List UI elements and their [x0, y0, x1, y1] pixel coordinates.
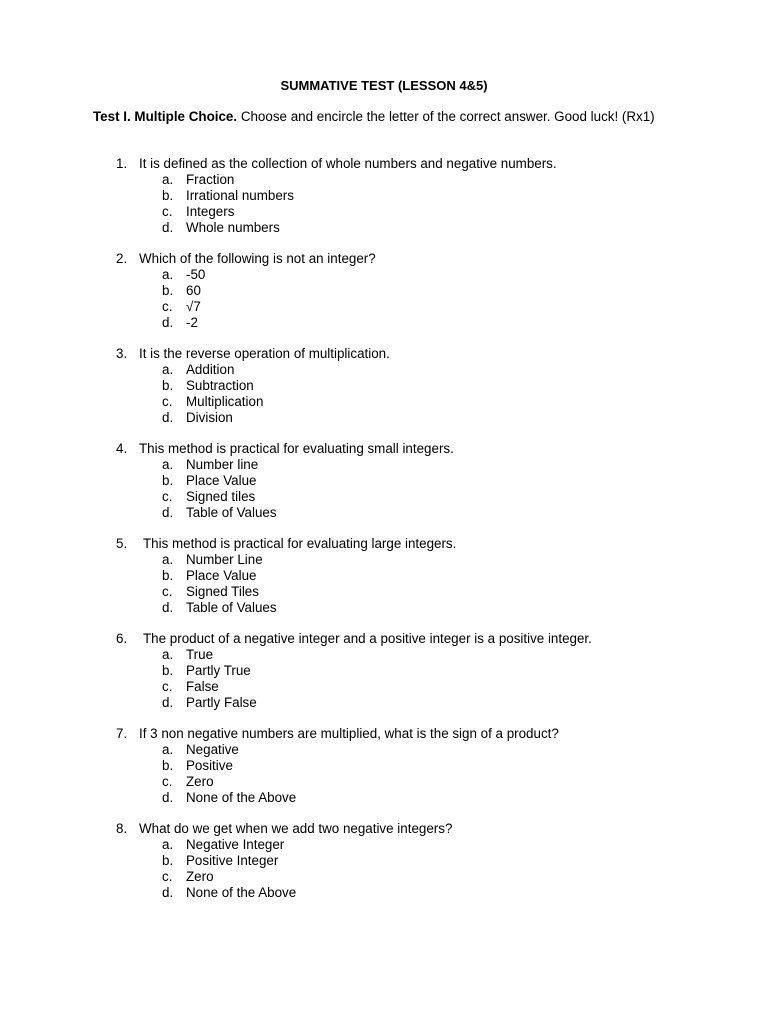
choice-text: Positive Integer [186, 853, 279, 869]
question-text: This method is practical for evaluating large integers. [143, 536, 457, 552]
choice-item[interactable] [0, 188, 768, 204]
choice-text: Positive [186, 758, 233, 774]
choice-item[interactable] [0, 837, 768, 853]
question-4 [0, 441, 768, 521]
choice-letter: b. [162, 853, 174, 869]
test-instructions [93, 109, 668, 125]
question-6 [0, 631, 768, 711]
choice-letter: c. [162, 774, 173, 790]
question-text: It is the reverse operation of multiplication. [139, 346, 390, 362]
choice-text: Partly False [186, 694, 257, 710]
question-number: 6. [116, 631, 128, 647]
choice-text: Place Value [186, 568, 257, 584]
question-list [0, 156, 768, 917]
choice-text: Table of Values [186, 599, 277, 615]
choice-item[interactable] [0, 742, 768, 758]
choice-list [0, 267, 768, 331]
choice-item[interactable] [0, 220, 768, 236]
choice-text: Number line [186, 457, 259, 473]
page-title: SUMMATIVE TEST (LESSON 4&5) [280, 78, 488, 93]
choice-text: None of the Above [186, 790, 297, 806]
choice-letter: d. [162, 314, 174, 330]
question-number: 1. [116, 156, 128, 171]
question-7 [0, 726, 768, 806]
choice-text: Number Line [186, 552, 263, 568]
choice-letter: a. [162, 647, 174, 663]
question-8 [0, 821, 768, 901]
choice-letter: a. [162, 172, 174, 187]
choice-letter: a. [162, 837, 174, 853]
choice-item[interactable] [0, 885, 768, 901]
question-5 [0, 536, 768, 616]
choice-letter: a. [162, 457, 174, 473]
choice-text: Integers [186, 203, 235, 219]
choice-item[interactable] [0, 505, 768, 521]
choice-item[interactable] [0, 410, 768, 426]
choice-item[interactable] [0, 869, 768, 885]
choice-text: False [186, 679, 219, 695]
choice-letter: d. [162, 409, 174, 425]
question-text: This method is practical for evaluating small integers. [139, 441, 454, 457]
choice-letter: d. [162, 504, 174, 520]
choice-item[interactable] [0, 172, 768, 188]
choice-letter: b. [162, 663, 174, 679]
choice-letter: c. [162, 203, 173, 219]
choice-list [0, 647, 768, 711]
choice-text: Whole numbers [186, 219, 280, 235]
choice-item[interactable] [0, 315, 768, 331]
choice-letter: c. [162, 488, 173, 504]
question-number: 4. [116, 441, 128, 457]
choice-item[interactable] [0, 679, 768, 695]
choice-item[interactable] [0, 552, 768, 568]
choice-letter: b. [162, 568, 174, 584]
question-3 [0, 346, 768, 426]
choice-item[interactable] [0, 457, 768, 473]
choice-letter: b. [162, 758, 174, 774]
question-number: 2. [116, 251, 128, 267]
choice-text: -2 [186, 314, 198, 330]
choice-item[interactable] [0, 774, 768, 790]
choice-letter: a. [162, 742, 174, 758]
choice-item[interactable] [0, 362, 768, 378]
choice-item[interactable] [0, 695, 768, 711]
choice-text: -50 [186, 267, 206, 283]
choice-item[interactable] [0, 267, 768, 283]
question-number: 8. [116, 821, 128, 837]
choice-item[interactable] [0, 473, 768, 489]
question-text: It is defined as the collection of whole numbers and negative numbers. [139, 156, 557, 171]
choice-letter: d. [162, 599, 174, 615]
choice-text: Subtraction [186, 378, 254, 394]
choice-text: None of the Above [186, 885, 297, 901]
question-text: If 3 non negative numbers are multiplied, what is the sign of a product? [139, 726, 559, 742]
choice-text: Place Value [186, 473, 257, 489]
choice-item[interactable] [0, 283, 768, 299]
choice-text: Division [186, 409, 233, 425]
instructions-text: Choose and encircle the letter of the correct answer. Good luck! (Rx1) [237, 109, 655, 124]
choice-list [0, 742, 768, 806]
choice-text: Multiplication [186, 393, 264, 409]
choice-letter: b. [162, 378, 174, 394]
question-text: Which of the following is not an integer? [139, 251, 376, 267]
choice-item[interactable] [0, 647, 768, 663]
choice-item[interactable] [0, 568, 768, 584]
choice-letter: c. [162, 393, 173, 409]
choice-text: Negative Integer [186, 837, 285, 853]
choice-item[interactable] [0, 790, 768, 806]
question-number: 3. [116, 346, 128, 362]
choice-letter: b. [162, 473, 174, 489]
choice-list [0, 552, 768, 616]
choice-text: Signed Tiles [186, 584, 259, 600]
choice-item[interactable] [0, 600, 768, 616]
question-2 [0, 251, 768, 331]
choice-item[interactable] [0, 394, 768, 410]
choice-list [0, 172, 768, 236]
choice-item[interactable] [0, 853, 768, 869]
choice-item[interactable] [0, 489, 768, 505]
question-number: 7. [116, 726, 128, 742]
choice-text: 60 [186, 282, 201, 298]
question-text: The product of a negative integer and a positive integer is a positive integer. [143, 631, 592, 647]
choice-text: √7 [186, 298, 201, 314]
choice-text: True [186, 647, 214, 663]
choice-text: Partly True [186, 663, 251, 679]
choice-letter: c. [162, 298, 173, 314]
choice-letter: b. [162, 282, 174, 298]
choice-item[interactable] [0, 663, 768, 679]
choice-text: Negative [186, 742, 239, 758]
choice-text: Table of Values [186, 504, 277, 520]
choice-letter: a. [162, 552, 174, 568]
choice-text: Zero [186, 774, 214, 790]
choice-list [0, 457, 768, 521]
choice-item[interactable] [0, 299, 768, 315]
choice-item[interactable] [0, 584, 768, 600]
choice-item[interactable] [0, 378, 768, 394]
choice-letter: d. [162, 790, 174, 806]
choice-letter: d. [162, 694, 174, 710]
test-section-label: Test I. Multiple Choice. [93, 109, 238, 124]
choice-list [0, 362, 768, 426]
question-text: What do we get when we add two negative integers? [139, 821, 453, 837]
choice-letter: d. [162, 885, 174, 901]
choice-letter: a. [162, 362, 174, 378]
choice-letter: b. [162, 187, 174, 203]
choice-text: Fraction [186, 172, 235, 187]
question-number: 5. [116, 536, 128, 552]
choice-item[interactable] [0, 758, 768, 774]
choice-text: Addition [186, 362, 235, 378]
choice-letter: c. [162, 869, 173, 885]
choice-letter: c. [162, 584, 173, 600]
choice-text: Irrational numbers [186, 187, 294, 203]
choice-letter: c. [162, 679, 173, 695]
question-1 [0, 156, 768, 236]
choice-letter: d. [162, 219, 174, 235]
choice-list [0, 837, 768, 901]
choice-item[interactable] [0, 204, 768, 220]
choice-letter: a. [162, 267, 174, 283]
choice-text: Zero [186, 869, 214, 885]
choice-text: Signed tiles [186, 488, 256, 504]
